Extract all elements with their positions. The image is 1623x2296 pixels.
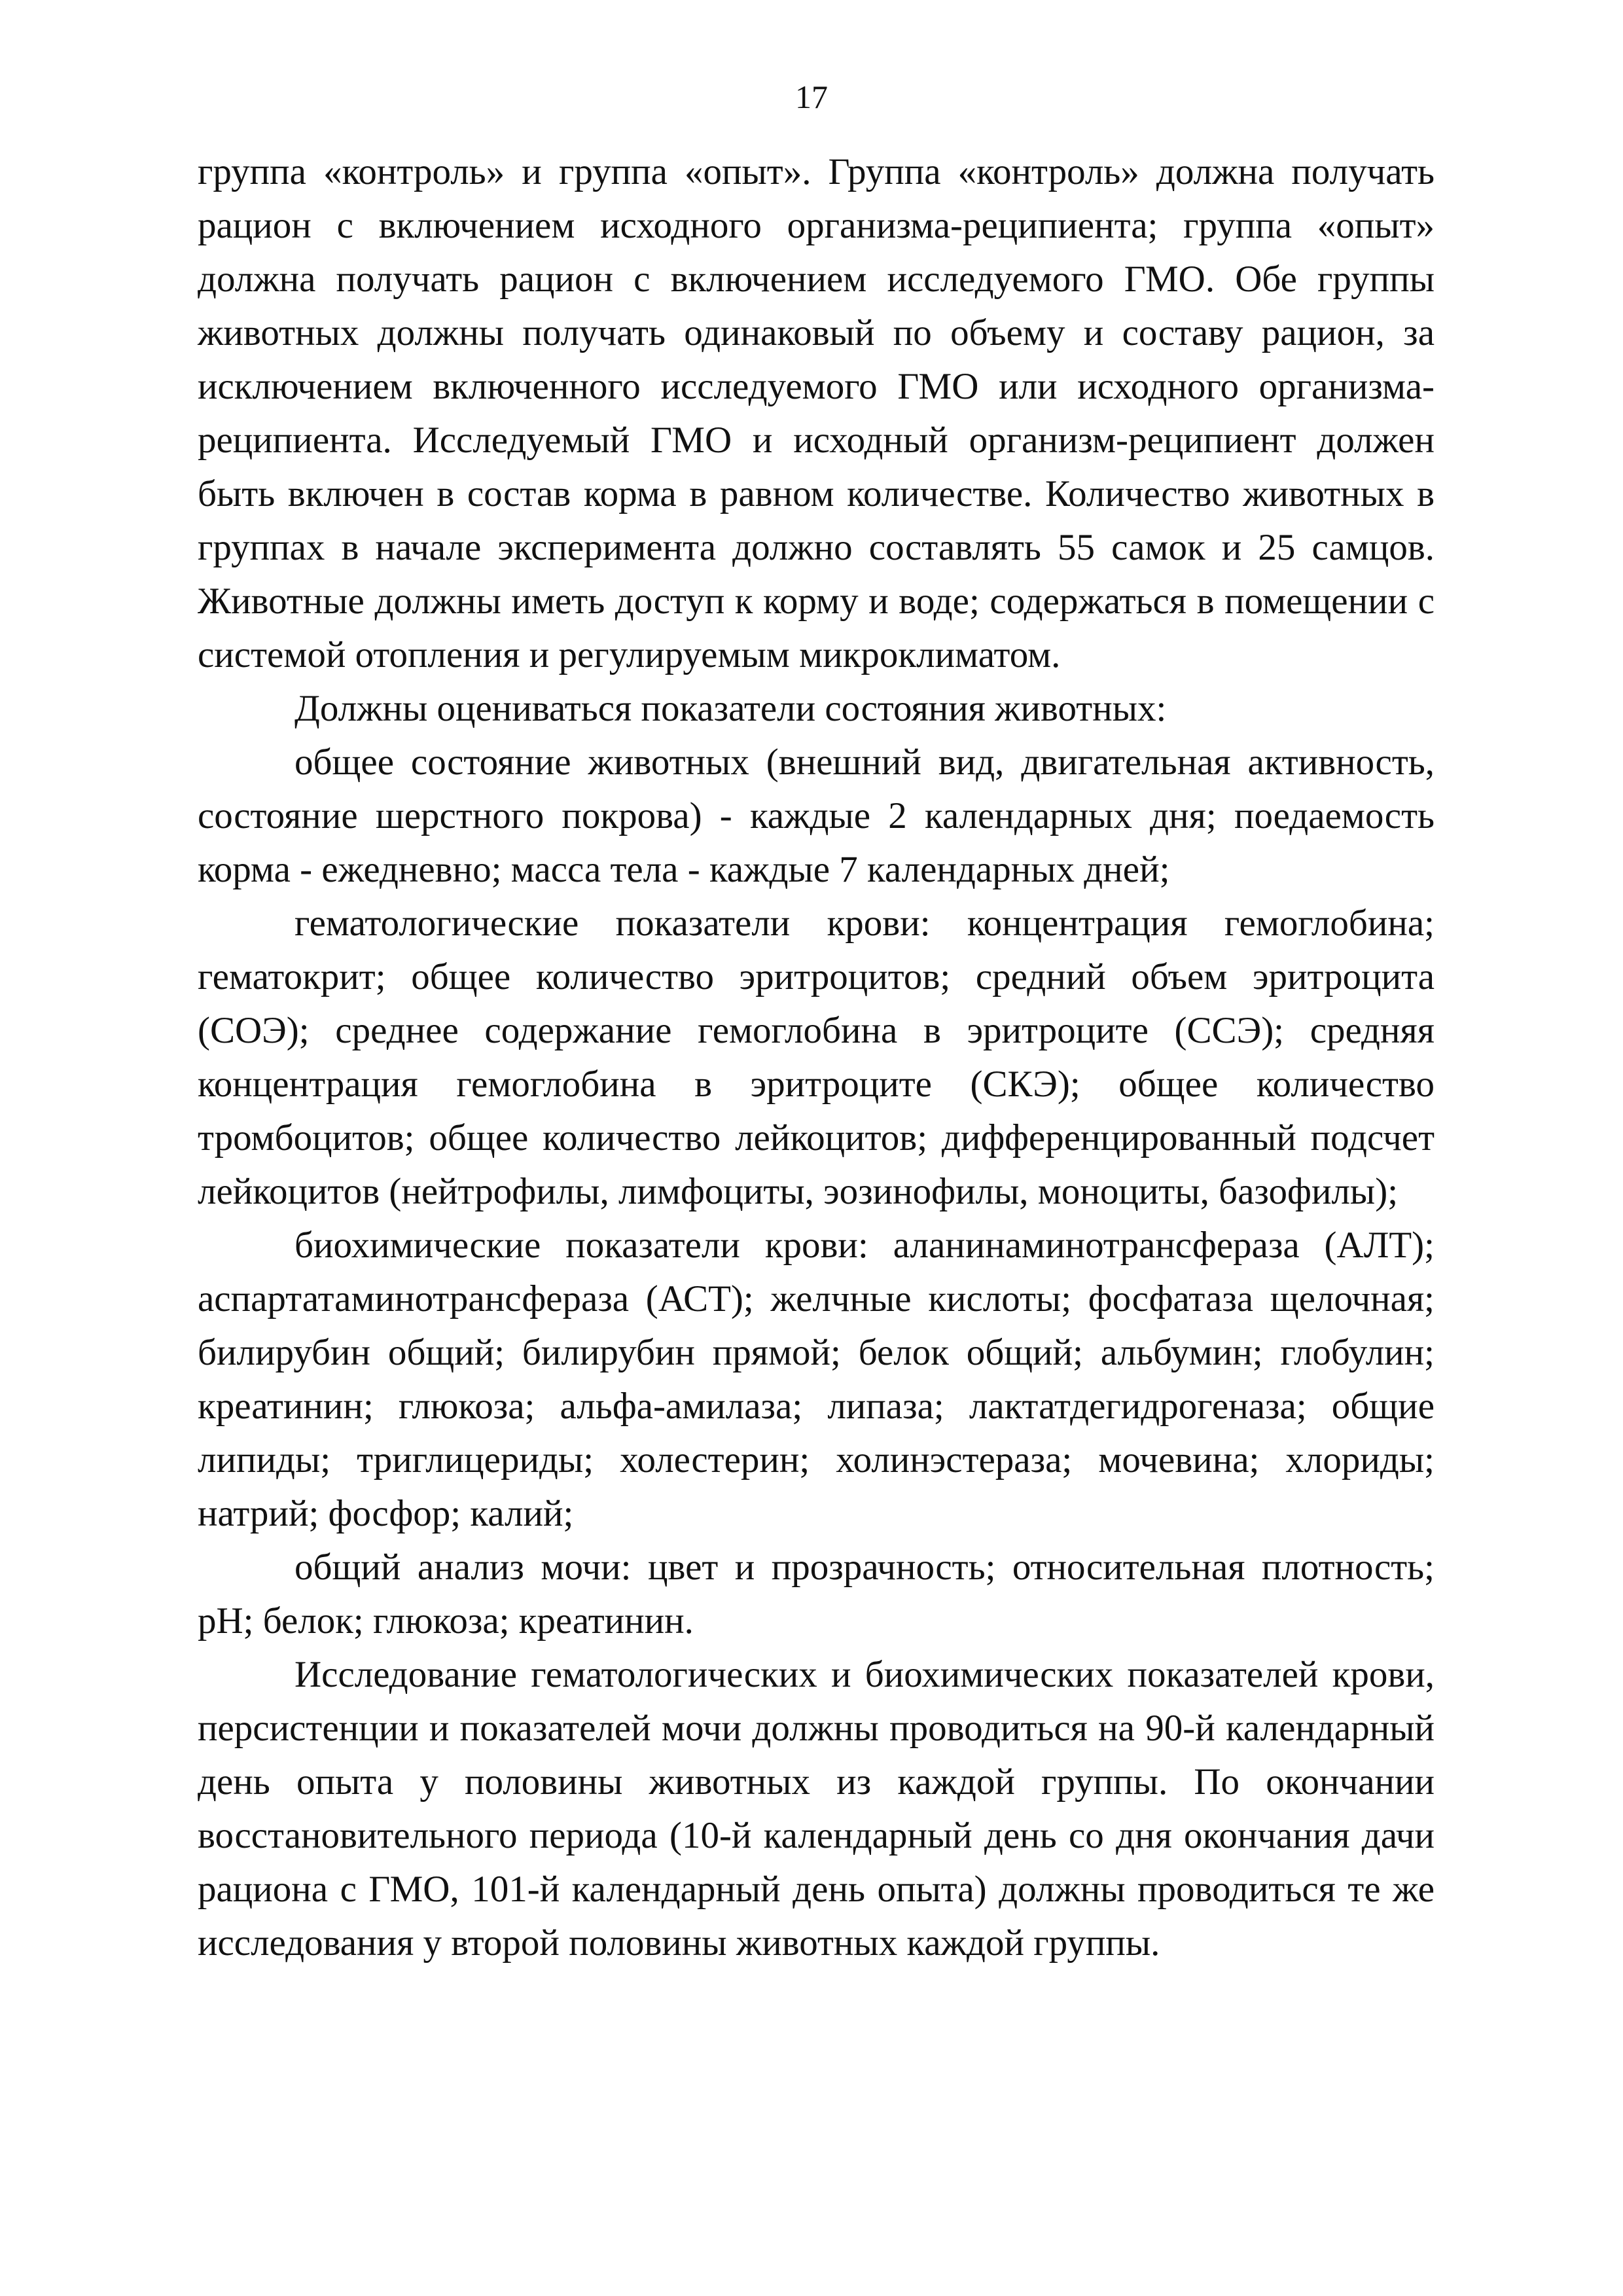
paragraph-study-schedule: Исследование гематологических и биохимических показателей крови, персистенции и показателей мочи должны проводиться на 90-й календарный день опыта у половины животных из каждой группы. По окончании восстановительного периода (10-й календарный день со дня окончания дачи рациона с ГМО, 101-й календарный день опыта) должны проводиться те же исследования у второй половины животных каждой группы.: [198, 1654, 1435, 1964]
document-body: [198, 145, 1435, 1970]
paragraph-groups-description: группа «контроль» и группа «опыт». Группа «контроль» должна получать рацион с включением исходного организма-реципиента; группа «опыт» должна получать рацион с включением исследуемого ГМО. Обе группы животных должны получать одинаковый по объему и составу рацион, за исключением включенного исследуемого ГМО или исходного организма-реципиента. Исследуемый ГМО и исходный организм-реципиент должен быть включен в состав корма в равном количестве. Количество животных в группах в начале эксперимента должно составлять 55 самок и 25 самцов. Животные должны иметь доступ к корму и воде; содержаться в помещении с системой отопления и регулируемым микроклиматом.: [198, 151, 1435, 675]
paragraph-urinalysis: общий анализ мочи: цвет и прозрачность; относительная плотность; pH; белок; глюкоза; креатинин.: [198, 1547, 1435, 1641]
paragraph-indicators-intro: Должны оцениваться показатели состояния животных:: [294, 688, 1167, 729]
paragraph-general-condition: общее состояние животных (внешний вид, двигательная активность, состояние шерстного покрова) - каждые 2 календарных дня; поедаемость корма - ежедневно; масса тела - каждые 7 календарных дней;: [198, 742, 1435, 890]
paragraph-biochemistry: биохимические показатели крови: аланинаминотрансфераза (АЛТ); аспартатаминотрансфераза (АСТ); желчные кислоты; фосфатаза щелочная; билирубин общий; билирубин прямой; белок общий; альбумин; глобулин; креатинин; глюкоза; альфа-амилаза; липаза; лактатдегидрогеназа; общие липиды; триглицериды; холестерин; холинэстераза; мочевина; хлориды; натрий; фосфор; калий;: [198, 1225, 1435, 1534]
page-number: 17: [795, 79, 828, 115]
paragraph-hematology: гематологические показатели крови: концентрация гемоглобина; гематокрит; общее количество эритроцитов; средний объем эритроцита (СОЭ); среднее содержание гемоглобина в эритроците (ССЭ); средняя концентрация гемоглобина в эритроците (СКЭ); общее количество тромбоцитов; общее количество лейкоцитов; дифференцированный подсчет лейкоцитов (нейтрофилы, лимфоциты, эозинофилы, моноциты, базофилы);: [198, 903, 1435, 1212]
